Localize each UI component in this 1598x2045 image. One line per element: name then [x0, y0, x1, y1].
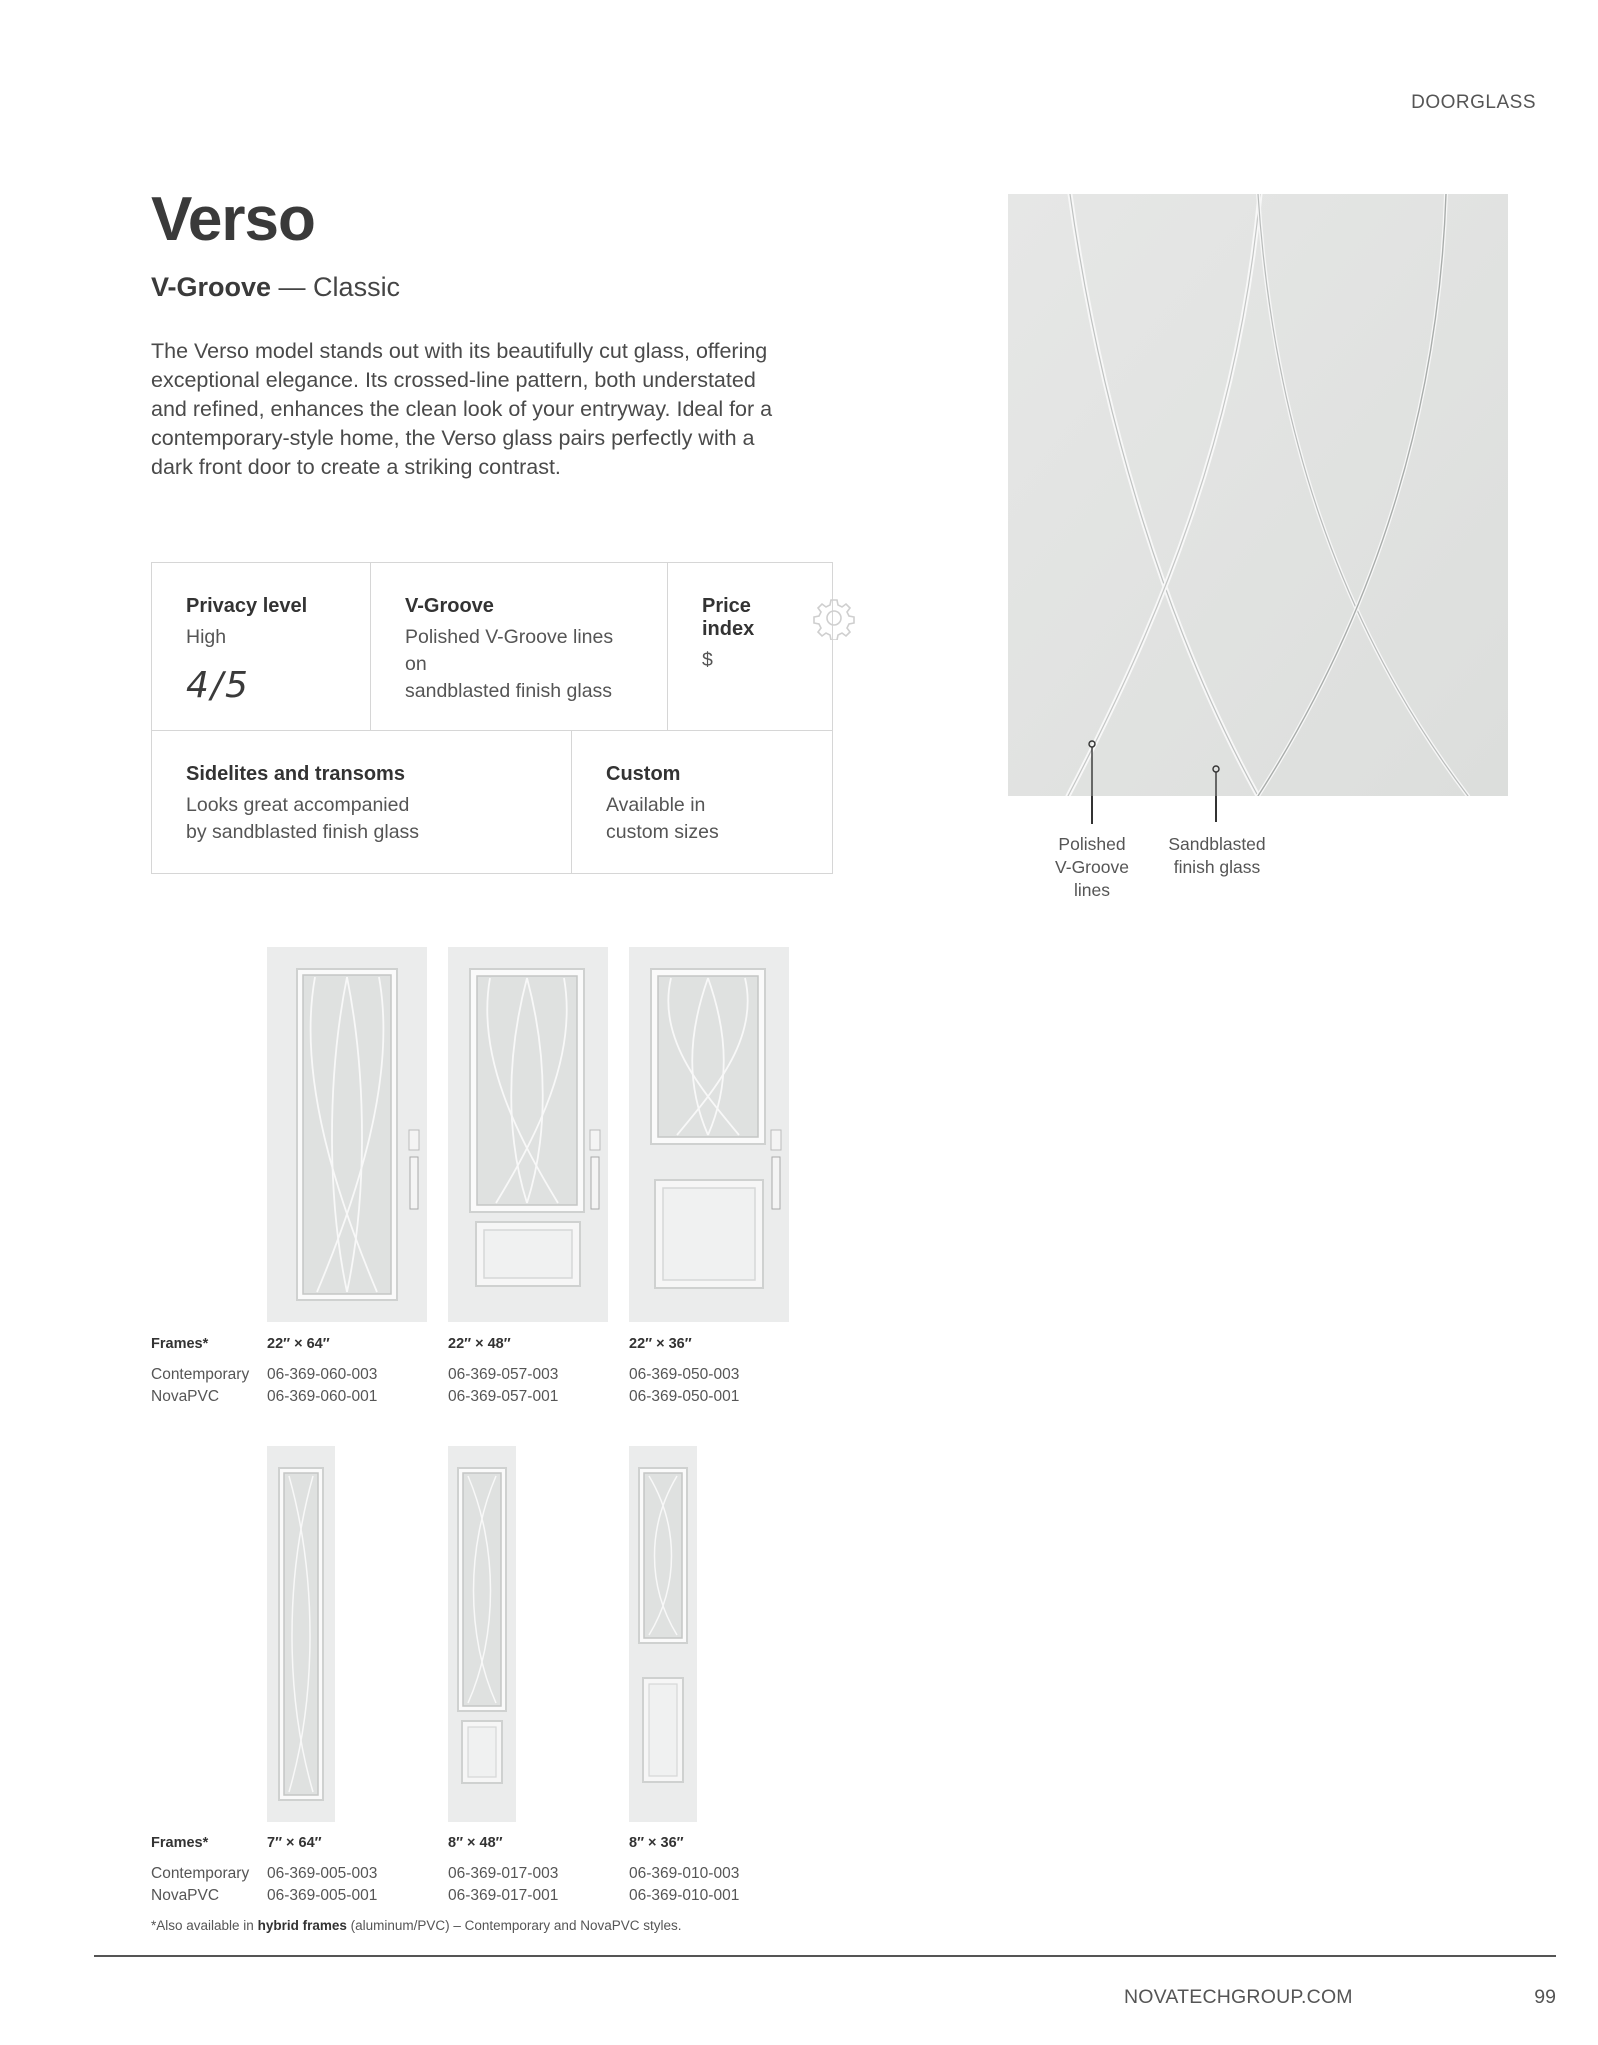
- door-image-22x36: [629, 947, 789, 1322]
- vgroove-value: [405, 624, 633, 705]
- callout-polished: [1032, 833, 1152, 902]
- sidelites-value-line1: Looks great accompanied: [186, 794, 410, 816]
- door-code: 06-369-050-001: [629, 1388, 740, 1405]
- door-code: 06-369-060-003: [267, 1366, 378, 1383]
- sidelite-image-8x48: [448, 1446, 516, 1822]
- sidelites-row-contemporary: Contemporary: [151, 1865, 250, 1882]
- product-subtitle: [151, 272, 400, 303]
- footer-website[interactable]: NOVATECHGROUP.COM: [1124, 1986, 1353, 2008]
- spec-row-2: [152, 731, 832, 873]
- sidelites-row-labels: [151, 1863, 249, 1907]
- spec-sidelites: [152, 731, 571, 873]
- door-size-2: 22″ × 48″: [448, 1336, 511, 1352]
- callout-sandblasted: [1152, 833, 1282, 879]
- product-description: The Verso model stands out with its beautifully cut glass, offering exceptional elegance. Its crossed-line pattern, both understated and refined, enhances the clean look of your entryway. Ideal for a contemporary-style home, the Verso glass pairs perfectly with a dark front door to create a striking contrast.: [151, 339, 773, 479]
- callout-polished-line1: Polished: [1058, 834, 1126, 854]
- custom-label: Custom: [606, 763, 681, 785]
- sidelite-code: 06-369-010-003: [629, 1865, 740, 1882]
- price-label: [702, 595, 798, 641]
- spec-custom: [571, 731, 832, 873]
- price-label-line2: index: [702, 618, 755, 640]
- sidelites-frames-label: Frames*: [151, 1835, 209, 1851]
- custom-value: [606, 792, 798, 846]
- price-label-line1: Price: [702, 595, 751, 617]
- sidelite-codes-2: [448, 1863, 558, 1907]
- door-codes-2: [448, 1364, 558, 1408]
- door-size-1: 22″ × 64″: [267, 1336, 330, 1352]
- door-code: 06-369-057-001: [448, 1388, 559, 1405]
- spec-table: [151, 562, 833, 874]
- privacy-label: Privacy level: [186, 595, 308, 617]
- door-code: 06-369-060-001: [267, 1388, 378, 1405]
- sidelite-size-1: 7″ × 64″: [267, 1835, 322, 1851]
- vgroove-value-line2: sandblasted finish glass: [405, 680, 613, 702]
- price-value: $: [702, 649, 713, 671]
- custom-value-line2: custom sizes: [606, 821, 719, 843]
- sidelite-size-2: 8″ × 48″: [448, 1835, 503, 1851]
- sidelite-size-3: 8″ × 36″: [629, 1835, 684, 1851]
- spec-privacy: [152, 563, 370, 730]
- callout-line-sandblasted: [1215, 796, 1217, 822]
- gear-icon: [812, 596, 856, 640]
- privacy-value: High: [186, 626, 227, 648]
- door-codes-3: [629, 1364, 739, 1408]
- door-image-22x48: [448, 947, 608, 1322]
- glass-closeup-image: [1008, 194, 1508, 796]
- door-code: 06-369-057-003: [448, 1366, 559, 1383]
- custom-value-line1: Available in: [606, 794, 706, 816]
- spec-vgroove: [370, 563, 667, 730]
- privacy-rating: 4/5: [186, 665, 250, 706]
- vgroove-label: V-Groove: [405, 595, 494, 617]
- sidelite-code: 06-369-005-003: [267, 1865, 378, 1882]
- doors-row-labels: [151, 1364, 249, 1408]
- sidelite-code: 06-369-010-001: [629, 1887, 740, 1904]
- spec-price: [667, 563, 832, 730]
- doors-row-novapvc: NovaPVC: [151, 1388, 220, 1405]
- footnote-bold: hybrid frames: [257, 1918, 347, 1933]
- footnote: [151, 1918, 682, 1933]
- sidelites-value-line2: by sandblasted finish glass: [186, 821, 420, 843]
- sidelite-codes-1: [267, 1863, 377, 1907]
- door-image-22x64: [267, 947, 427, 1322]
- page-number: 99: [1534, 1986, 1556, 2008]
- sidelite-image-8x36: [629, 1446, 697, 1822]
- sidelite-codes-3: [629, 1863, 739, 1907]
- subtitle-style: V-Groove: [151, 272, 272, 302]
- footer-divider: [94, 1955, 1556, 1957]
- vgroove-value-line1: Polished V-Groove lines on: [405, 626, 614, 675]
- door-size-3: 22″ × 36″: [629, 1336, 692, 1352]
- section-label: DOORGLASS: [1411, 92, 1536, 113]
- sidelite-code: 06-369-017-003: [448, 1865, 559, 1882]
- callout-sandblasted-line2: finish glass: [1173, 857, 1261, 877]
- doors-frames-label: Frames*: [151, 1336, 209, 1352]
- sidelites-label: Sidelites and transoms: [186, 763, 405, 785]
- door-codes-1: [267, 1364, 377, 1408]
- spec-row-1: [152, 563, 832, 731]
- callout-sandblasted-line1: Sandblasted: [1168, 834, 1266, 854]
- footnote-post: (aluminum/PVC) – Contemporary and NovaPVC styles.: [346, 1918, 682, 1933]
- subtitle-rest: — Classic: [271, 272, 401, 302]
- callout-line-polished: [1091, 796, 1093, 824]
- doors-row-contemporary: Contemporary: [151, 1366, 250, 1383]
- sidelites-value: [186, 792, 537, 846]
- sidelites-row-novapvc: NovaPVC: [151, 1887, 220, 1904]
- page-title: Verso: [151, 185, 315, 254]
- callout-polished-line3: lines: [1074, 880, 1110, 900]
- sidelite-code: 06-369-005-001: [267, 1887, 378, 1904]
- sidelite-image-7x64: [267, 1446, 335, 1822]
- glass-pattern-image: [1008, 194, 1508, 796]
- callout-polished-line2: V-Groove: [1055, 857, 1129, 877]
- door-code: 06-369-050-003: [629, 1366, 740, 1383]
- footnote-pre: *Also available in: [151, 1918, 258, 1933]
- sidelite-code: 06-369-017-001: [448, 1887, 559, 1904]
